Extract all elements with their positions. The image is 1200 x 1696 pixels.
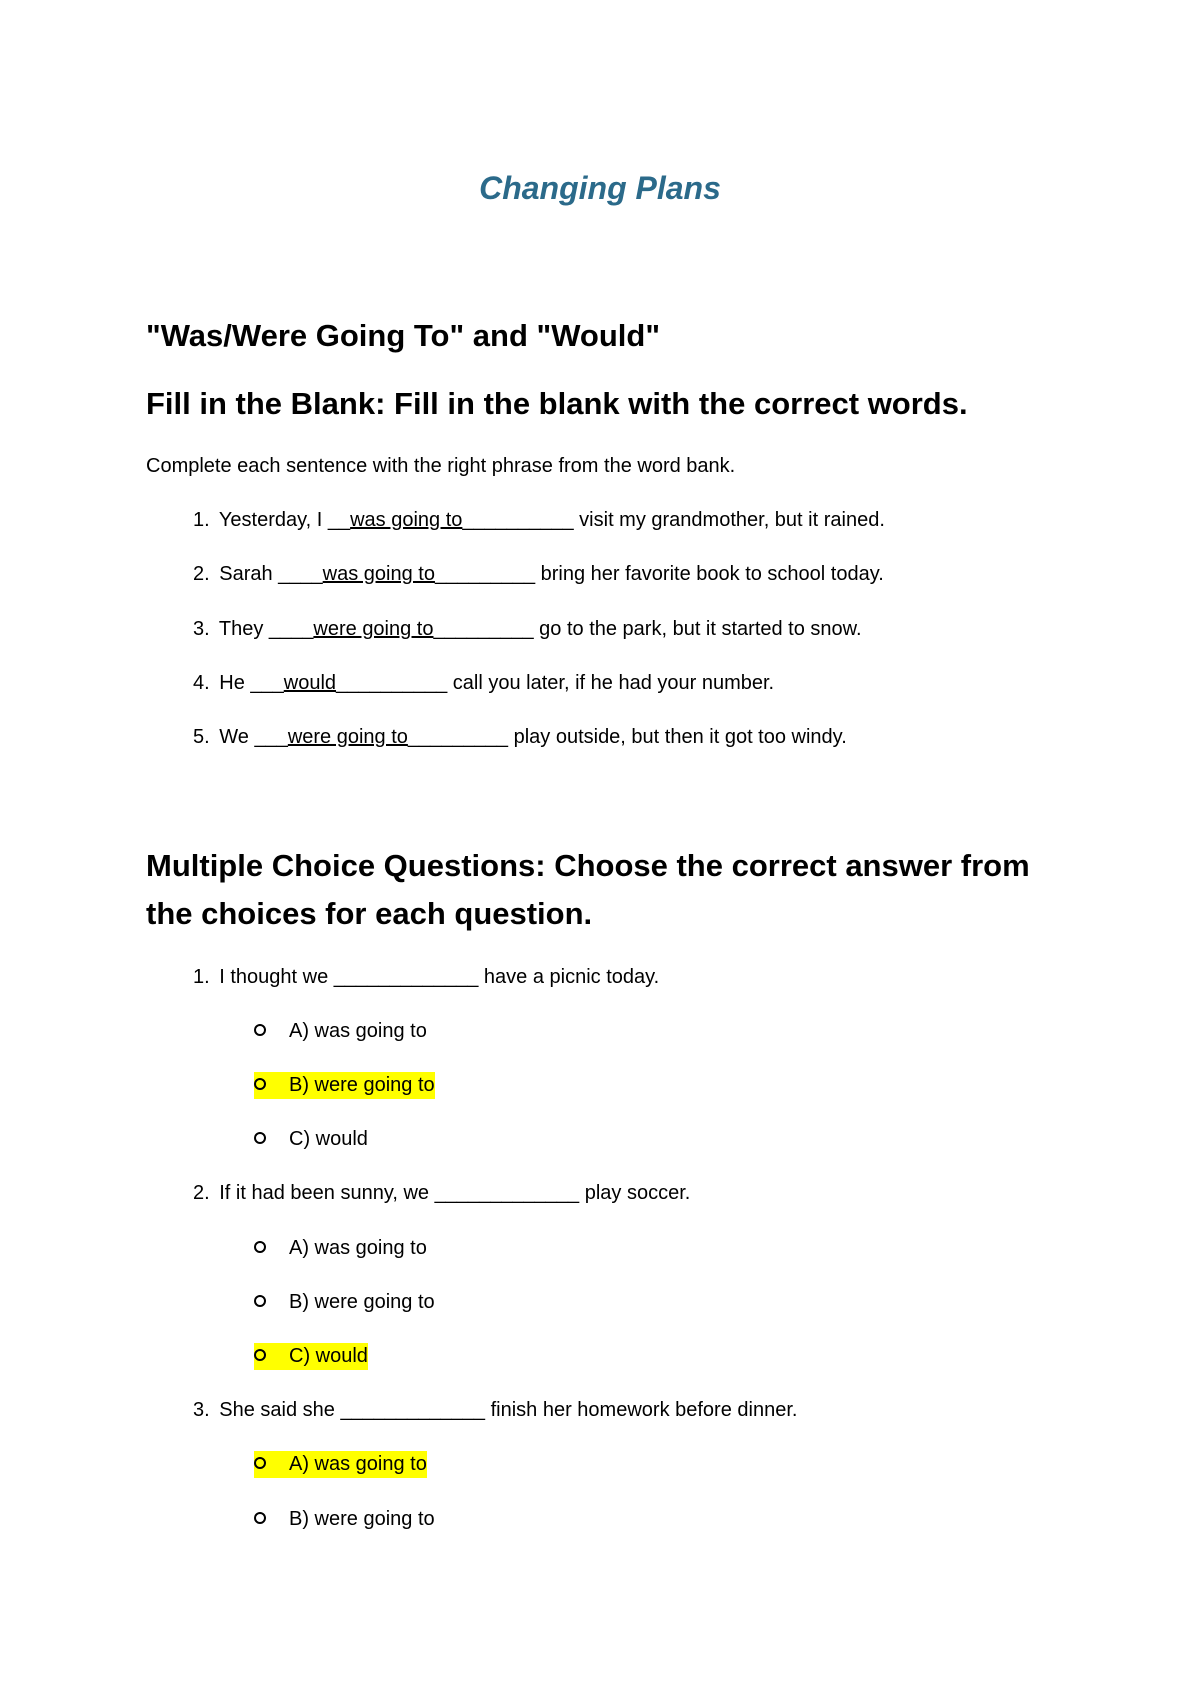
option-label: C) would [289,1128,368,1150]
circle-bullet-icon [254,1457,266,1469]
item-answer: would [283,672,337,694]
item-text-before: He ___ [219,672,284,694]
item-text-before: They ____ [218,618,314,640]
question-text: She said she _____________ finish her homework before dinner. [219,1399,798,1421]
fill-item-2 [193,563,884,586]
option-label: B) were going to [289,1291,435,1313]
mc-q2-option-b[interactable] [254,1291,435,1314]
item-text-before: Yesterday, I __ [218,509,351,531]
question-text: I thought we _____________ have a picnic today. [219,966,660,988]
question-number: 2. [193,1182,210,1204]
circle-bullet-icon [254,1024,266,1036]
item-number: 1. [193,509,210,531]
option-label: A) was going to [289,1453,427,1475]
item-number: 2. [193,563,210,585]
mc-question-1 [193,966,659,989]
fill-item-1 [193,509,885,532]
item-text-after: __________ visit my grandmother, but it rained. [462,509,885,531]
circle-bullet-icon [254,1349,266,1361]
mc-q1-option-b[interactable] [254,1074,435,1097]
option-label: B) were going to [289,1074,435,1096]
section-heading-main: "Was/Were Going To" and "Would" [146,318,661,353]
option-label: B) were going to [289,1508,435,1530]
item-answer: were going to [313,618,434,640]
item-answer: was going to [350,509,463,531]
item-text-after: _________ play outside, but then it got too windy. [407,726,847,748]
circle-bullet-icon [254,1078,266,1090]
option-label: A) was going to [289,1237,427,1259]
question-number: 1. [193,966,210,988]
mc-q3-option-a[interactable] [254,1453,427,1476]
item-text-before: Sarah ____ [219,563,323,585]
fill-item-3 [193,618,862,641]
item-number: 4. [193,672,210,694]
item-answer: were going to [287,726,408,748]
item-text-after: _________ go to the park, but it started to snow. [433,618,862,640]
circle-bullet-icon [254,1132,266,1144]
question-text: If it had been sunny, we _____________ play soccer. [219,1182,691,1204]
item-number: 5. [193,726,210,748]
mc-q1-option-c[interactable] [254,1128,368,1151]
document-title: Changing Plans [479,170,721,206]
option-label: A) was going to [289,1020,427,1042]
mc-q3-option-b[interactable] [254,1508,435,1531]
fill-item-5 [193,726,847,749]
multiple-choice-heading: Multiple Choice Questions: Choose the correct answer from the choices for each question. [146,848,1030,931]
mc-q2-option-c[interactable] [254,1345,368,1368]
fill-blank-heading: Fill in the Blank: Fill in the blank with the correct words. [146,386,968,421]
question-number: 3. [193,1399,210,1421]
fill-blank-instruction: Complete each sentence with the right phrase from the word bank. [146,455,736,477]
fill-item-4 [193,672,774,695]
mc-q2-option-a[interactable] [254,1237,427,1260]
mc-q1-option-a[interactable] [254,1020,427,1043]
circle-bullet-icon [254,1295,266,1307]
item-text-before: We ___ [219,726,288,748]
option-label: C) would [289,1345,368,1367]
circle-bullet-icon [254,1512,266,1524]
item-text-after: __________ call you later, if he had your number. [336,672,775,694]
mc-question-3 [193,1399,797,1422]
circle-bullet-icon [254,1241,266,1253]
item-answer: was going to [322,563,435,585]
mc-question-2 [193,1182,690,1205]
item-number: 3. [193,618,210,640]
item-text-after: _________ bring her favorite book to school today. [434,563,884,585]
